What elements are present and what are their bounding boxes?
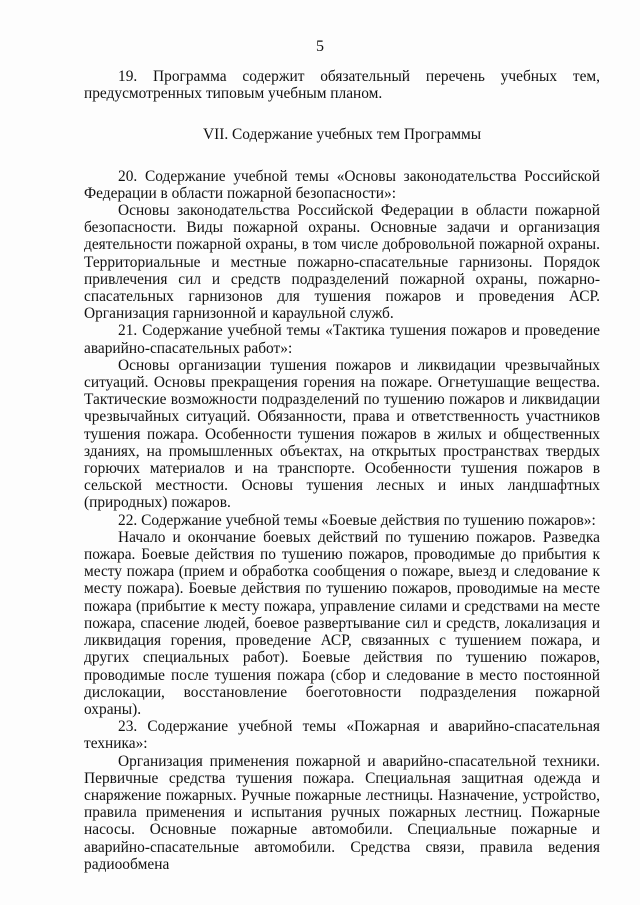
item-21-block <box>84 322 600 511</box>
item-20-title: 20. Содержание учебной темы «Основы законодательства Российской Федерации в области пожарной безопасности»: <box>84 167 600 202</box>
item-23-body: Организация применения пожарной и аварийно-спасательной техники. Первичные средства тушения пожара. Специальная защитная одежда и снаряжение пожарных. Ручные пожарные лестницы. Назначение, устройство, правила применения и испытания ручных пожарных лестниц. Пожарные насосы. Основные пожарные автомобили. Специальные пожарные и аварийно-спасательные автомобили. Средства связи, правила ведения радиообмена <box>84 752 600 873</box>
item-20-body: Основы законодательства Российской Федерации в области пожарной безопасности. Виды пожарной охраны. Основные задачи и организация деятельности пожарной охраны, в том числе добровольной пожарной охраны. Территориальные и местные пожарно-спасательные гарнизоны. Порядок привлечения сил и средств подразделений пожарной охраны, пожарно-спасательных гарнизонов для тушения пожаров и проведения АСР. Организация гарнизонной и караульной служб. <box>84 202 600 323</box>
item-21-title: 21. Содержание учебной темы «Тактика тушения пожаров и проведение аварийно-спасательных работ»: <box>84 322 600 357</box>
section-heading: VII. Содержание учебных тем Программы <box>202 126 482 144</box>
page-content <box>84 68 600 873</box>
page-number: 5 <box>316 38 324 55</box>
item-19-paragraph: 19. Программа содержит обязательный перечень учебных тем, предусмотренных типовым учебным планом. <box>84 68 600 103</box>
item-23-block <box>84 718 600 873</box>
item-22-body: Начало и окончание боевых действий по тушению пожаров. Разведка пожара. Боевые действия по тушению пожаров, проводимые до прибытия к месту пожара (прием и обработка сообщения о пожаре, выезд и следование к месту пожара). Боевые действия по тушению пожаров, проводимые на месте пожара (прибытие к месту пожара, управление силами и средствами на месте пожара, спасение людей, боевое развертывание сил и средств, локализация и ликвидация горения, проведение АСР, связанных с тушением пожара, и других специальных работ). Боевые действия по тушению пожаров, проводимые после тушения пожара (сбор и следование в место постоянной дислокации, восстановление боеготовности подразделения пожарной охраны). <box>84 528 600 718</box>
item-22-title: 22. Содержание учебной темы «Боевые действия по тушению пожаров»: <box>118 511 596 529</box>
item-22-block <box>84 512 600 718</box>
item-23-title: 23. Содержание учебной темы «Пожарная и аварийно-спасательная техника»: <box>84 718 600 753</box>
item-21-body: Основы организации тушения пожаров и ликвидации чрезвычайных ситуаций. Основы прекращения горения на пожаре. Огнетушащие вещества. Тактические возможности подразделений по тушению пожаров и ликвидации чрезвычайных ситуаций. Обязанности, права и ответственность участников тушения пожара. Особенности тушения пожаров в жилых и общественных зданиях, на промышленных объектах, на открытых пространствах твердых горючих материалов и на транспорте. Особенности тушения пожаров в сельской местности. Основы тушения лесных и иных ландшафтных (природных) пожаров. <box>84 356 600 512</box>
item-20-block <box>84 168 600 323</box>
